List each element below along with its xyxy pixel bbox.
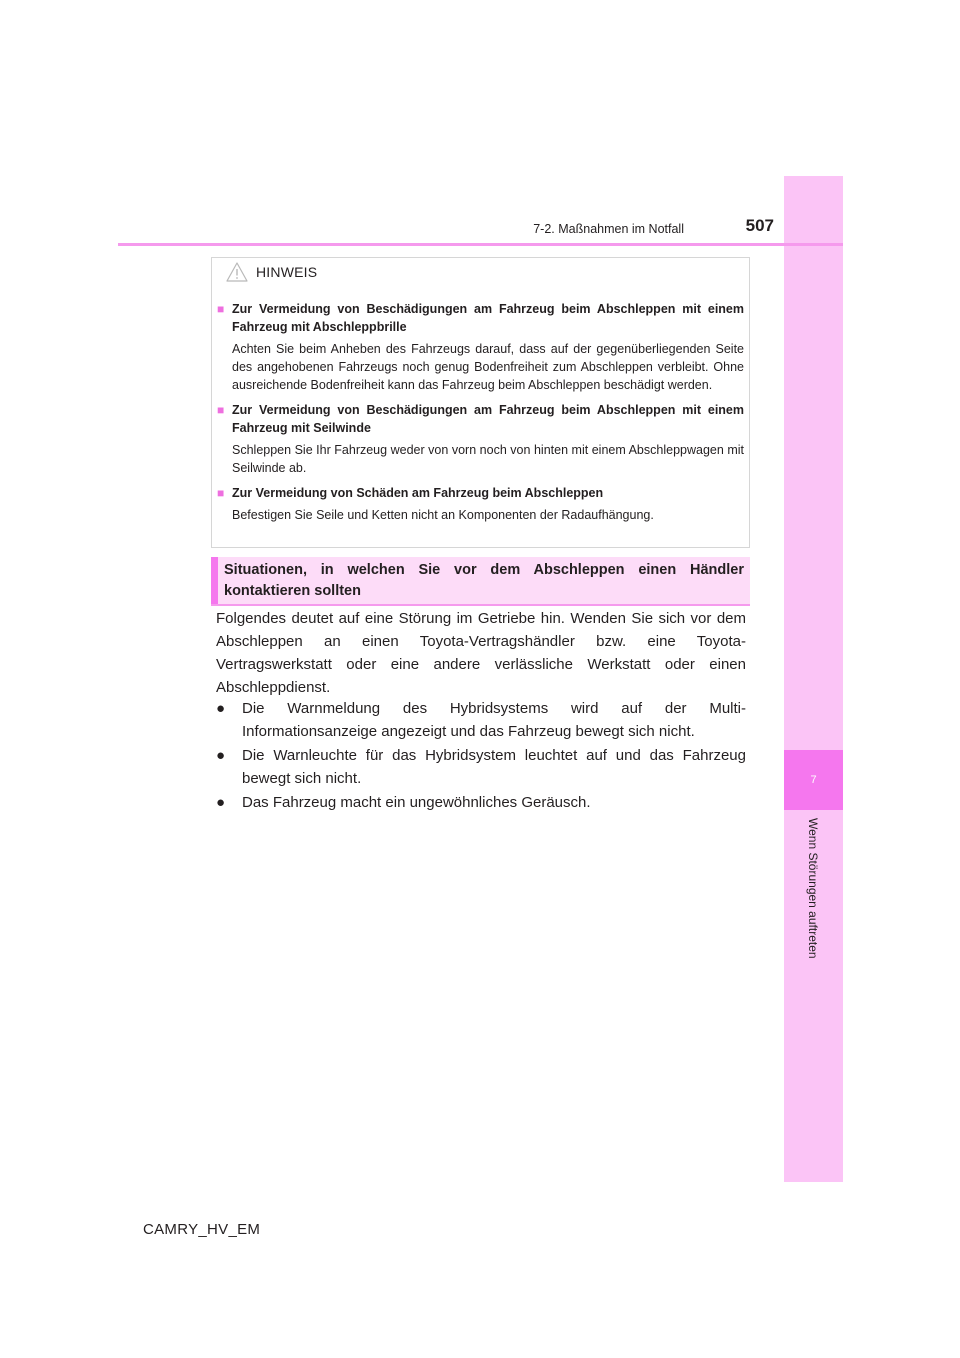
notice-heading: HINWEIS (256, 264, 318, 280)
square-bullet-icon: ■ (217, 403, 225, 417)
notice-item-title: Zur Vermeidung von Beschädigungen am Fahrzeug beim Abschleppen mit einem Fahrzeug mit Seilwinde (232, 403, 744, 435)
section-title: 7-2. Maßnahmen im Notfall (533, 222, 684, 236)
bullet-dot-icon: ● (216, 747, 226, 764)
list-item (216, 791, 746, 814)
list-item-text: Das Fahrzeug macht ein ungewöhnliches Geräusch. (242, 794, 591, 811)
list-item-text: Die Warnleuchte für das Hybridsystem leuchtet auf und das Fahrzeug bewegt sich nicht. (242, 747, 746, 787)
symptom-list (216, 697, 746, 815)
list-item-text: Die Warnmeldung des Hybridsystems wird auf der Multi-Informationsanzeige angezeigt und das Fahrzeug bewegt sich nicht. (242, 700, 746, 740)
list-item (216, 744, 746, 790)
notice-item-title: Zur Vermeidung von Schäden am Fahrzeug beim Abschleppen (232, 486, 604, 500)
chapter-number: 7 (810, 774, 817, 786)
bullet-dot-icon: ● (216, 794, 226, 811)
notice-item (217, 401, 744, 477)
notice-item-text: Achten Sie beim Anheben des Fahrzeugs darauf, dass auf der gegenüberliegenden Seite des angehobenen Fahrzeugs noch genug Bodenfreiheit zum Abschleppen verbleibt. Ohne ausreichende Bodenfreiheit kann das Fahrzeug beim Abschleppen beschädigt werden. (232, 342, 744, 392)
notice-item-text: Schleppen Sie Ihr Fahrzeug weder von vorn noch von hinten mit einem Abschleppwagen mit Seilwinde ab. (232, 443, 744, 475)
notice-item (217, 484, 744, 524)
chapter-side-tab (784, 176, 843, 1182)
warning-triangle-icon (226, 262, 248, 282)
list-item (216, 697, 746, 743)
chapter-title: Wenn Störungen auftreten (806, 818, 820, 959)
page-number: 507 (745, 216, 774, 235)
subsection-accent-bar (211, 557, 218, 604)
square-bullet-icon: ■ (217, 302, 225, 316)
notice-body (217, 300, 744, 531)
notice-header (226, 262, 317, 282)
document-code: CAMRY_HV_EM (143, 1221, 261, 1238)
header-rule (118, 243, 843, 246)
notice-item (217, 300, 744, 394)
subsection-title: Situationen, in welchen Sie vor dem Abschleppen einen Händler kontaktieren sollten (224, 562, 744, 599)
square-bullet-icon: ■ (217, 486, 225, 500)
intro-paragraph: Folgendes deutet auf eine Störung im Getriebe hin. Wenden Sie sich vor dem Abschleppen an einen Toyota-Vertragshändler bzw. eine Toyota-Vertragswerkstatt oder eine andere verlässliche Werkstatt oder einen Abschleppdienst. (216, 610, 746, 696)
notice-item-title: Zur Vermeidung von Beschädigungen am Fahrzeug beim Abschleppen mit einem Fahrzeug mit Abschleppbrille (232, 302, 744, 334)
notice-item-text: Befestigen Sie Seile und Ketten nicht an Komponenten der Radaufhängung. (232, 508, 654, 522)
chapter-number-tab (784, 750, 843, 810)
notice-box (211, 257, 750, 548)
subsection-heading (211, 557, 750, 606)
bullet-dot-icon: ● (216, 700, 226, 717)
